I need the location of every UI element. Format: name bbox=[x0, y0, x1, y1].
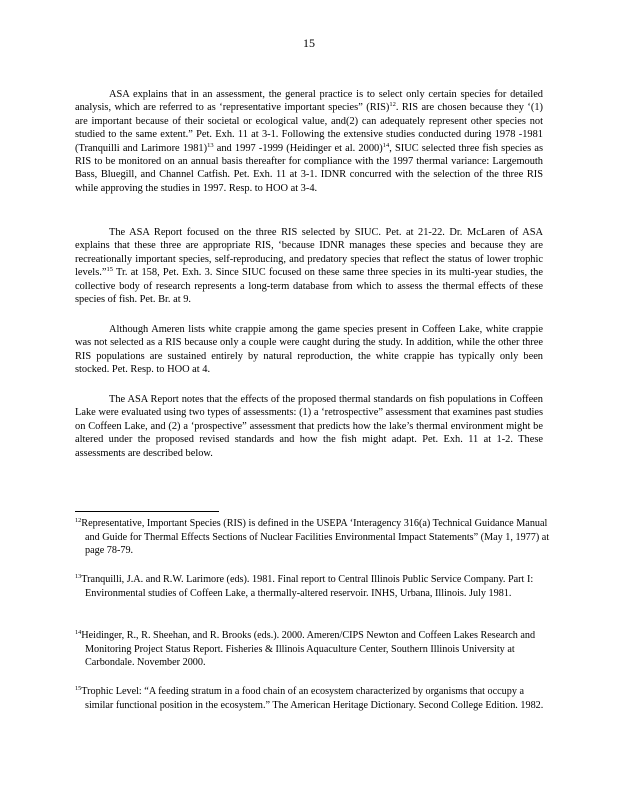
footnote-marker: 13 bbox=[75, 573, 82, 580]
paragraph-asa-report-focus bbox=[75, 226, 543, 306]
footnote-marker: 12 bbox=[75, 517, 82, 524]
paragraph-assessment-types bbox=[75, 393, 543, 460]
footnote-separator bbox=[75, 511, 219, 512]
footnote-13 bbox=[75, 573, 553, 600]
footnote-marker: 14 bbox=[75, 629, 82, 636]
paragraph-text: ASA explains that in an assessment, the general practice is to select only certain species for detailed analysis, which are referred to as ‘representative important species” (RIS) bbox=[75, 89, 543, 114]
footnote-marker: 15 bbox=[75, 685, 82, 692]
paragraph-text: . RIS are chosen because they ‘(1) are important because of their societal or ecological value, and(2) can adequately represent other species not studied to the same extent.” Pet. Exh. 11 at 3-1. Following the extensive studies conducted during 1978 -1981 (Tranquilli and Larimore 1981) bbox=[75, 102, 543, 154]
footnote-text: Representative, Important Species (RIS) is defined in the USEPA ‘Interagency 316(a) Technical Guidance Manual and Guide for Thermal Effects Sections of Nuclear Facilities Environmental Impact Statements” (May 1, 1977) at page 78-79. bbox=[81, 518, 550, 557]
footnote-12 bbox=[75, 517, 553, 558]
paragraph-text: The ASA Report focused on the three RIS selected by SIUC. Pet. at 21-22. Dr. McLaren of ASA explains that these three are appropriate RIS, ‘because IDNR manages these species and because they are recreationally important species, self-reproducing, and predatory species that reflect the status of lower trophic levels.” bbox=[75, 227, 543, 279]
paragraph-text: and 1997 -1999 (Heidinger et al. 2000) bbox=[213, 142, 383, 154]
paragraph-text: Tr. at 158, Pet. Exh. 3. Since SIUC focused on these same three species in its multi-year studies, the collective body of research represents a long-term database from which to assess the thermal effects of these species of fish. Pet. Br. at 9. bbox=[75, 267, 543, 306]
page-number: 15 bbox=[303, 36, 315, 50]
paragraph-text: , SIUC selected three fish species as RIS to be monitored on an annual basis thereafter for compliance with the 1997 thermal variance: Largemouth Bass, Bluegill, and Channel Catfish. Pet. Exh. 11 at 3-1. IDNR concurred with the selection of the three RIS while approving the studies in 1997. Resp. to HOO at 3-4. bbox=[75, 142, 543, 194]
footnote-ref-14: 14 bbox=[382, 141, 390, 149]
paragraph-ris-selection bbox=[75, 88, 543, 195]
footnote-ref-15: 15 bbox=[106, 266, 113, 274]
footnote-text: Tranquilli, J.A. and R.W. Larimore (eds). 1981. Final report to Central Illinois Public Service Company. Part I: Environmental studies of Coffeen Lake, a thermally-altered reservoir. INHS, Urbana, Illinois. July 1981. bbox=[81, 574, 534, 599]
footnote-14 bbox=[75, 629, 553, 670]
footnote-text: Trophic Level: “A feeding stratum in a food chain of an ecosystem characterized by organisms that occupy a similar functional position in the ecosystem.” The American Heritage Dictionary. Second College Edition. 1982. bbox=[81, 686, 544, 711]
footnote-ref-12: 12 bbox=[389, 101, 396, 109]
paragraph-text: Although Ameren lists white crappie among the game species present in Coffeen Lake, white crappie was not selected as a RIS because only a couple were caught during the study. In addition, while the other three RIS populations are sustained entirely by natural reproduction, the white crappie has typically only been stocked. Pet. Resp. to HOO at 4. bbox=[75, 324, 543, 376]
paragraph-text: The ASA Report notes that the effects of the proposed thermal standards on fish populations in Coffeen Lake were evaluated using two types of assessments: (1) a ‘retrospective” assessment that examines past studies on Coffeen Lake, and (2) a ‘prospective” assessment that predicts how the lake’s thermal environment might be altered under the proposed revised standards and how the fish might adapt. Pet. Exh. 11 at 1-2. These assessments are described below. bbox=[75, 394, 543, 459]
footnote-15 bbox=[75, 685, 553, 712]
footnote-ref-13: 13 bbox=[207, 141, 214, 149]
paragraph-white-crappie bbox=[75, 323, 543, 377]
footnote-text: Heidinger, R., R. Sheehan, and R. Brooks (eds.). 2000. Ameren/CIPS Newton and Coffeen Lakes Research and Monitoring Project Status Report. Fisheries & Illinois Aquaculture Center, Southern Illinois University at Carbondale. November 2000. bbox=[81, 630, 536, 669]
